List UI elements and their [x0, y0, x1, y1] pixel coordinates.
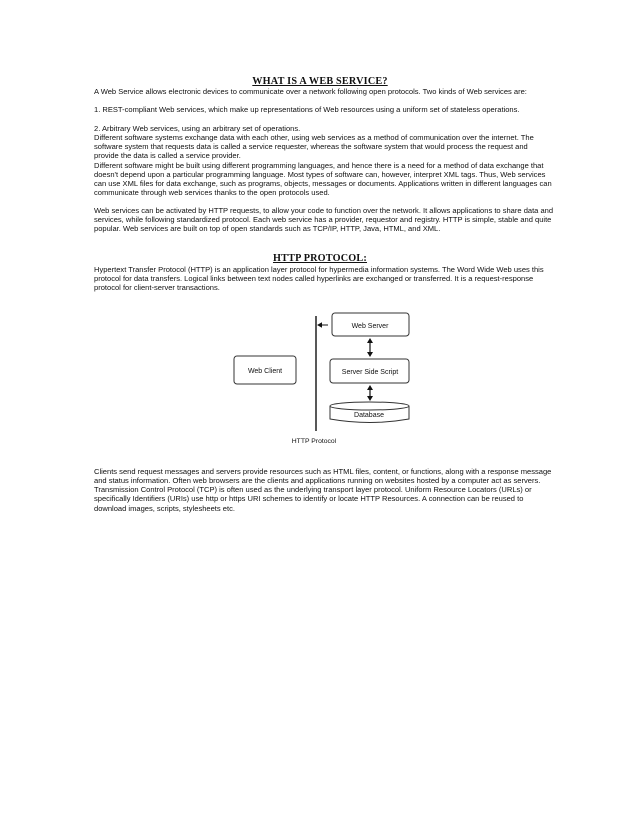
- web-service-heading: WHAT IS A WEB SERVICE?: [252, 76, 388, 87]
- up-arrowhead-icon: [367, 385, 373, 390]
- web-service-paragraph-5: Different software might be built using different programming languages, and hence there is a need for a method of data exchange that doesn't depend upon a particular programming language. Most types of software can, however, interpret XML tags. Thus, Web services can use XML files for data exchange, such as programs, objects, messages or documents. Applications written in different languages can communicate through web services thanks to the open protocols used.: [94, 161, 552, 198]
- server-side-script-label: Server Side Script: [341, 369, 399, 376]
- database-label: Database: [354, 412, 384, 419]
- web-service-paragraph-3: 2. Arbitrary Web services, using an arbitrary set of operations.: [94, 124, 301, 133]
- web-service-paragraph-1: A Web Service allows electronic devices to communicate over a network following open protocols. Two kinds of Web services are:: [94, 87, 527, 96]
- diagram-caption: HTTP Protocol: [291, 438, 337, 445]
- web-server-label: Web Server: [351, 323, 389, 330]
- http-intro-paragraph: Hypertext Transfer Protocol (HTTP) is an application layer protocol for hypermedia information systems. The Word Wide Web uses this protocol for data transfers. Logical links between text nodes called hyperlinks are exchanged or transferred. It is a request-response protocol for client-server transactions.: [94, 265, 544, 293]
- web-service-paragraph-4: Different software systems exchange data with each other, using web services as a method of communication over the internet. The software system that requests data is called a service requester, whereas the software system that would process the request and provide the data is called a service provider.: [94, 133, 534, 161]
- http-protocol-heading: HTTP PROTOCOL:: [272, 253, 368, 264]
- http-protocol-diagram: [228, 304, 428, 450]
- web-service-paragraph-2: 1. REST-compliant Web services, which make up representations of Web resources using a uniform set of stateless operations.: [94, 105, 520, 114]
- web-client-label: Web Client: [247, 368, 283, 375]
- database-cylinder-top: [330, 402, 409, 410]
- up-arrowhead-icon: [367, 338, 373, 343]
- http-closing-paragraph: Clients send request messages and servers provide resources such as HTML files, content, or functions, along with a response message and status information. Often web browsers are the clients and applications running on websites hosted by a computer act as servers. Transmission Control Protocol (TCP) is often used as the underlying transport layer protocol. Uniform Resource Locators (URLs) or specifically Identifiers (URIs) use http or https URI schemes to identify or locate HTTP Resources. A connection can be reused to download images, scripts, stylesheets etc.: [94, 467, 552, 513]
- left-arrowhead-icon: [317, 322, 322, 327]
- web-service-paragraph-6: Web services can be activated by HTTP requests, to allow your code to function over the network. It allows applications to share data and services, while following standardized protocol. Each web service has a provider, requestor and registry. HTTP is simple, stable and quite popular. Web services are built on top of open standards such as TCP/IP, HTTP, Java, HTML, and XML.: [94, 206, 554, 234]
- down-arrowhead-icon: [367, 352, 373, 357]
- down-arrowhead-icon: [367, 396, 373, 401]
